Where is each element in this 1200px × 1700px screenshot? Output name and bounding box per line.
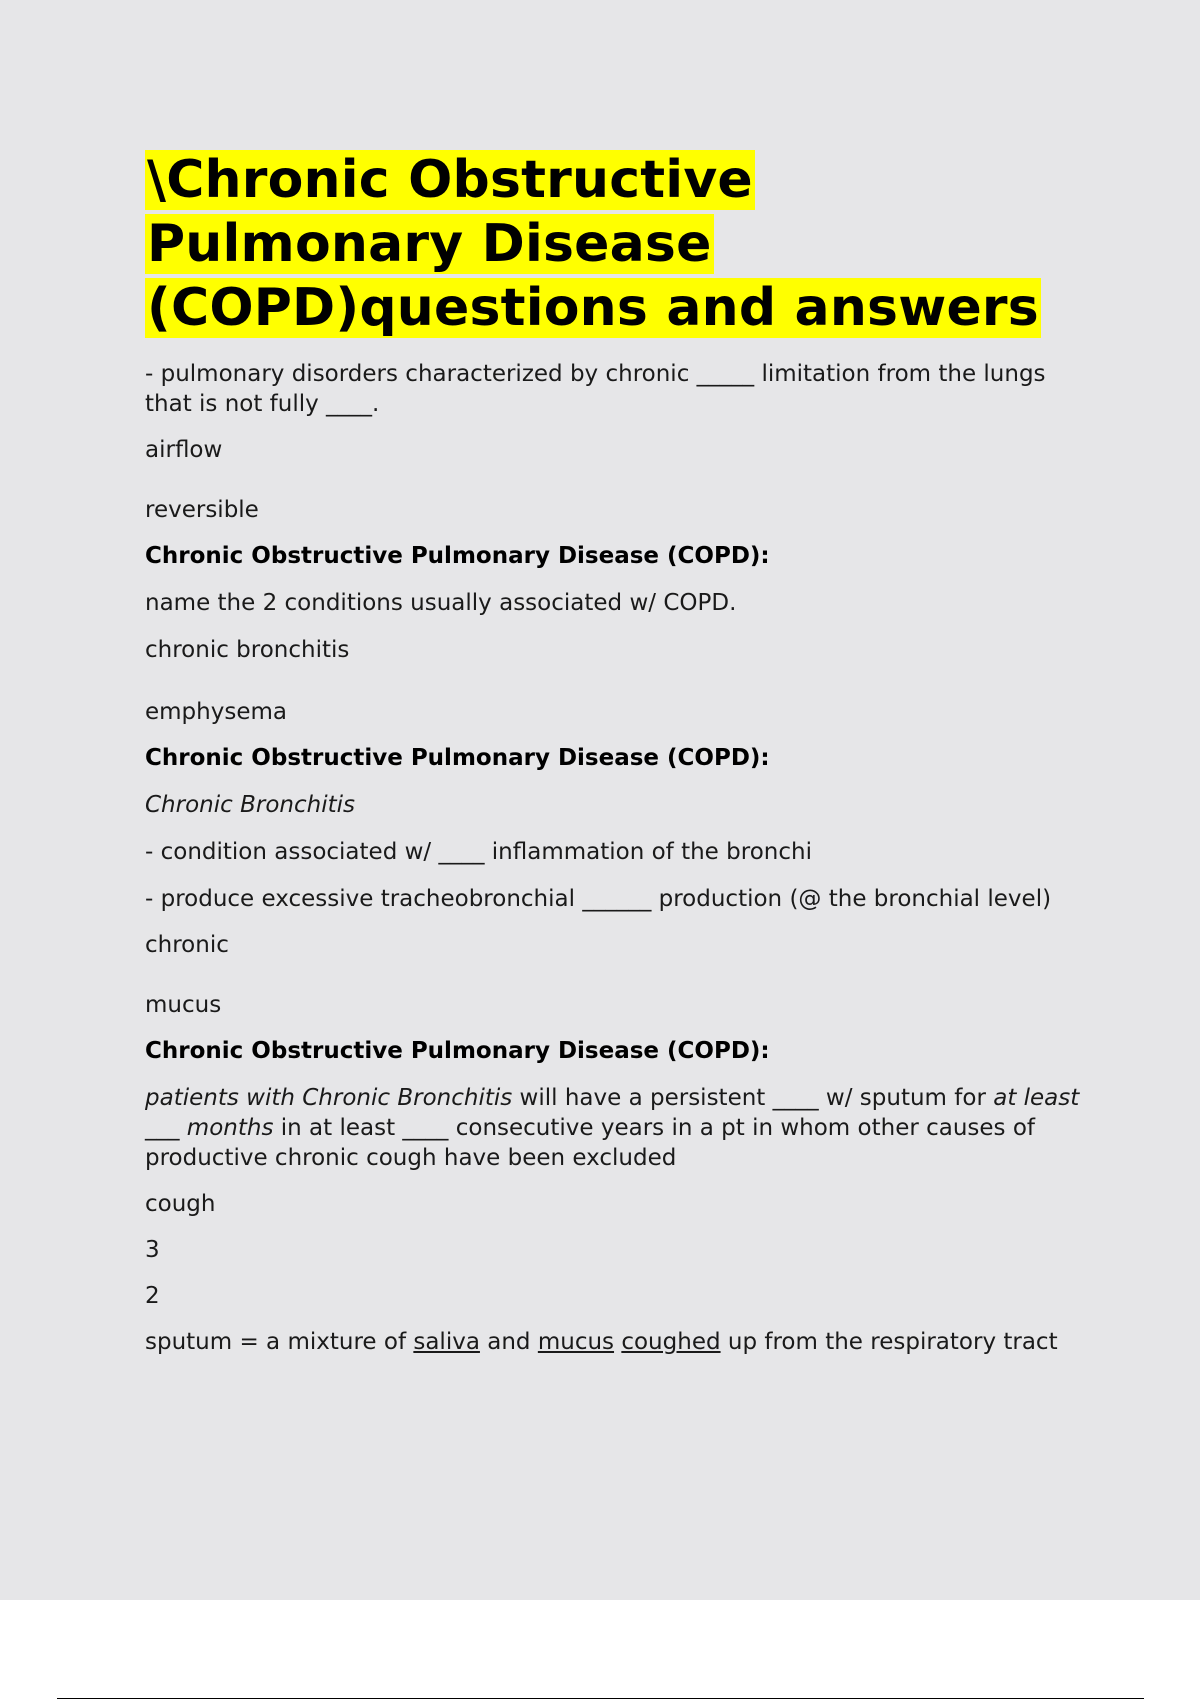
footer-rule [57, 1698, 1144, 1699]
card-3-question-1: - condition associated w/ ____ inflammation of the bronchi [145, 839, 812, 865]
card-4-question-italic-1: patients with Chronic Bronchitis [145, 1085, 513, 1111]
card-4-answer-2: 3 [145, 1237, 160, 1263]
card-3-subtitle: Chronic Bronchitis [145, 792, 355, 818]
card-4-note [145, 1327, 1085, 1357]
card-3-answer-1: chronic [145, 932, 229, 958]
card-3-header: Chronic Obstructive Pulmonary Disease (COPD): [145, 745, 770, 771]
card-2-answer-2: emphysema [145, 699, 287, 725]
card-3-answer-2: mucus [145, 992, 222, 1018]
note-coughed: coughed [621, 1329, 721, 1355]
card-1-answer-2: reversible [145, 497, 259, 523]
document-content [145, 148, 1085, 1357]
note-mucus: mucus [537, 1329, 615, 1355]
card-2-header: Chronic Obstructive Pulmonary Disease (COPD): [145, 543, 770, 569]
card-1-answer-1: airflow [145, 437, 223, 463]
card-2-answer-1: chronic bronchitis [145, 637, 350, 663]
card-4-header: Chronic Obstructive Pulmonary Disease (COPD): [145, 1038, 770, 1064]
note-text-4: up from the respiratory tract [720, 1329, 1058, 1355]
card-4-question [145, 1083, 1085, 1173]
title-highlight: \Chronic Obstructive Pulmonary Disease (COPD)questions and answers [147, 150, 1039, 338]
note-text-1: sputum = a mixture of [145, 1329, 414, 1355]
card-4-question-text-2: in at least ____ consecutive years in a pt in whom other causes of productive chronic cough have been excluded [145, 1115, 1036, 1171]
card-4-answer-1: cough [145, 1191, 216, 1217]
document-title [145, 148, 1085, 340]
note-text-2: and [479, 1329, 538, 1355]
card-3-question-2: - produce excessive tracheobronchial ______ production (@ the bronchial level) [145, 886, 1052, 912]
card-2-question: name the 2 conditions usually associated w/ COPD. [145, 590, 737, 616]
card-4-question-text-1: will have a persistent ____ w/ sputum for [512, 1085, 994, 1111]
card-4-answer-3: 2 [145, 1283, 160, 1309]
note-saliva: saliva [413, 1329, 480, 1355]
card-1-question: - pulmonary disorders characterized by chronic _____ limitation from the lungs that is not fully ____. [145, 361, 1046, 417]
card-4-question-italic-2: at least ___ months [145, 1085, 1080, 1141]
